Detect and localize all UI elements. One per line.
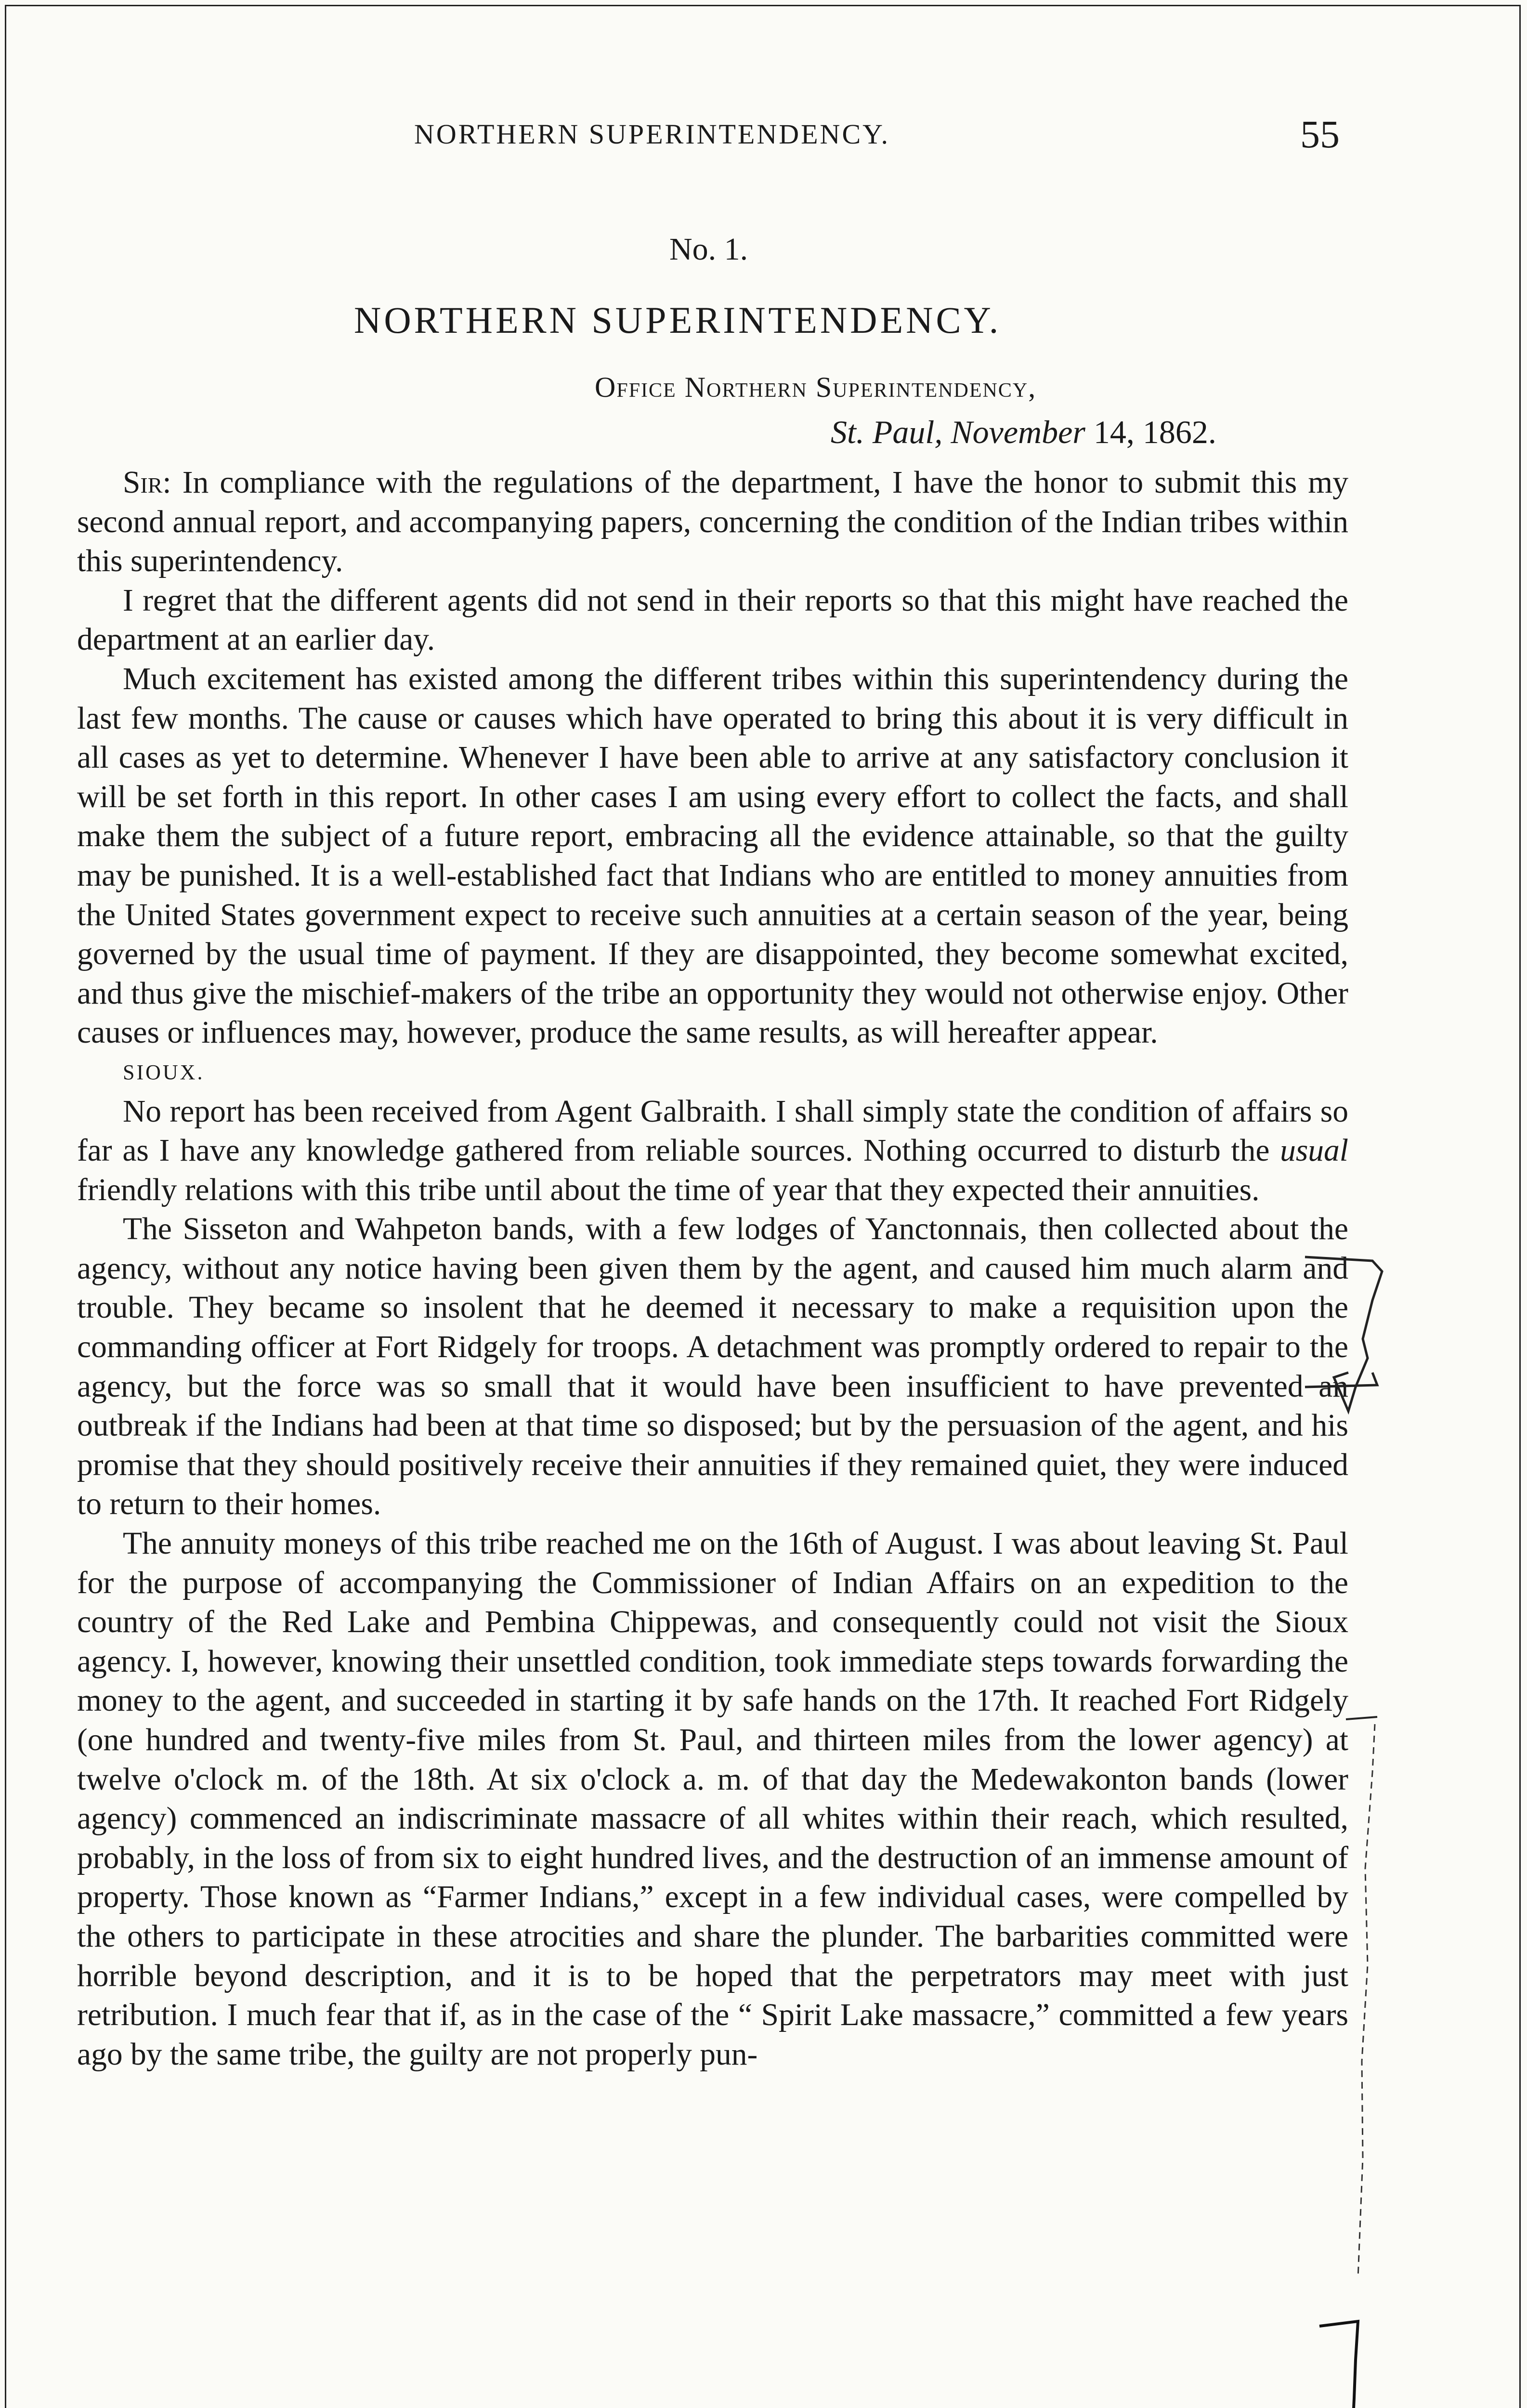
paragraph-1-text: In compliance with the regulations of the department, I have the honor to submit this my second annual report, and accompanying papers, concerning the condition of the Indian tribes within this superintendency. <box>77 465 1349 579</box>
paragraph-3: Much excitement has existed among the different tribes within this superintendency during the last few months. The cause or causes which have operated to bring this about it is very difficult in all cases as yet to determine. Whenever I have been able to arrive at any satisfactory conclusion it will be set forth in this report. In other cases I am using every effort to collect the facts, and shall make them the subject of a future report, embracing all the evidence attainable, so that the guilty may be punished. It is a well-established fact that Indians who are entitled to money annuities from the United States government expect to receive such annuities at a certain season of the year, being governed by the usual time of payment. If they are disappointed, they become somewhat excited, and thus give the mischief-makers of the tribe an opportunity they would not otherwise enjoy. Other causes or influences may, however, produce the same results, as will hereafter appear. <box>77 661 1348 1050</box>
paragraph-1 <box>77 463 1348 581</box>
date-month: November <box>951 414 1085 450</box>
paragraph-4-italic: usual <box>1280 1133 1349 1168</box>
dotted-margin-line <box>1358 1724 1375 2278</box>
salutation: Sir: <box>123 465 171 500</box>
paragraph-4-before: No report has been received from Agent Galbraith. I shall simply state the condition of affairs so far as I have any knowledge gathered from reliable sources. Nothing occurred to disturb the <box>77 1094 1348 1168</box>
paragraph-4-after: friendly relations with this tribe until about the time of year that they expected their annuities. <box>77 1172 1260 1207</box>
bracket-mark-bottom <box>1319 2321 1358 2408</box>
office-line: Office Northern Superintendency, <box>595 371 1037 403</box>
running-head: NORTHERN SUPERINTENDENCY. <box>414 118 890 150</box>
document-number: No. 1. <box>669 232 748 267</box>
page-number: 55 <box>1300 112 1340 156</box>
handwritten-margin-brackets <box>1300 1243 1445 2408</box>
report-body <box>77 463 1348 2074</box>
document-title: NORTHERN SUPERINTENDENCY. <box>354 299 1002 341</box>
dash-mark-annuity <box>1346 1717 1377 1719</box>
date-line <box>831 413 1216 451</box>
date-rest: 14, 1862. <box>1093 414 1216 450</box>
paragraph-6: The annuity moneys of this tribe reached me on the 16th of August. I was about leaving St. Paul for the purpose of accompanying the Commissioner of Indian Affairs on an expedition to the country of the Red Lake and Pembina Chippewas, and consequently could not visit the Sioux agency. I, however, knowing their unsettled condition, took immediate steps towards forwarding the money to the agent, and succeeded in starting it by safe hands on the 17th. It reached Fort Ridgely (one hundred and twenty-five miles from St. Paul, and thirteen miles from the lower agency) at twelve o'clock m. of the 18th. At six o'clock a. m. of that day the Medewakonton bands (lower agency) commenced an indiscriminate massacre of all whites within their reach, which resulted, probably, in the loss of from six to eight hundred lives, and the destruction of an immense amount of property. Those known as “Farmer Indians,” except in a few individual cases, were compelled by the others to participate in these atrocities and share the plunder. The barbarities committed were horrible beyond description, and it is to be hoped that the perpetrators may meet with just retribution. I much fear that if, as in the case of the “ Spirit Lake massacre,” committed a few years ago by the same tribe, the guilty are not properly pun- <box>77 1526 1348 2072</box>
date-place: St. Paul, <box>831 414 943 450</box>
paragraph-2: I regret that the different agents did not send in their reports so that this might have reached the department at an earlier day. <box>77 583 1348 657</box>
bracket-mark-sioux-paragraph <box>1305 1257 1382 1411</box>
paragraph-5: The Sisseton and Wahpeton bands, with a few lodges of Yanctonnais, then collected about the agency, without any notice having been given them by the agent, and caused him much alarm and trouble. They became so insolent that he deemed it necessary to make a requisition upon the commanding officer at Fort Ridgely for troops. A detachment was promptly ordered to repair to the agency, but the force was so small that it would have been insufficient to have prevented an outbreak if the Indians had been at that time so disposed; but by the persuasion of the agent, and his promise that they should positively receive their annuities if they remained quiet, they were induced to return to their homes. <box>77 1212 1348 1522</box>
paragraph-4 <box>77 1092 1348 1210</box>
section-heading-sioux: SIOUX. <box>123 1060 205 1084</box>
